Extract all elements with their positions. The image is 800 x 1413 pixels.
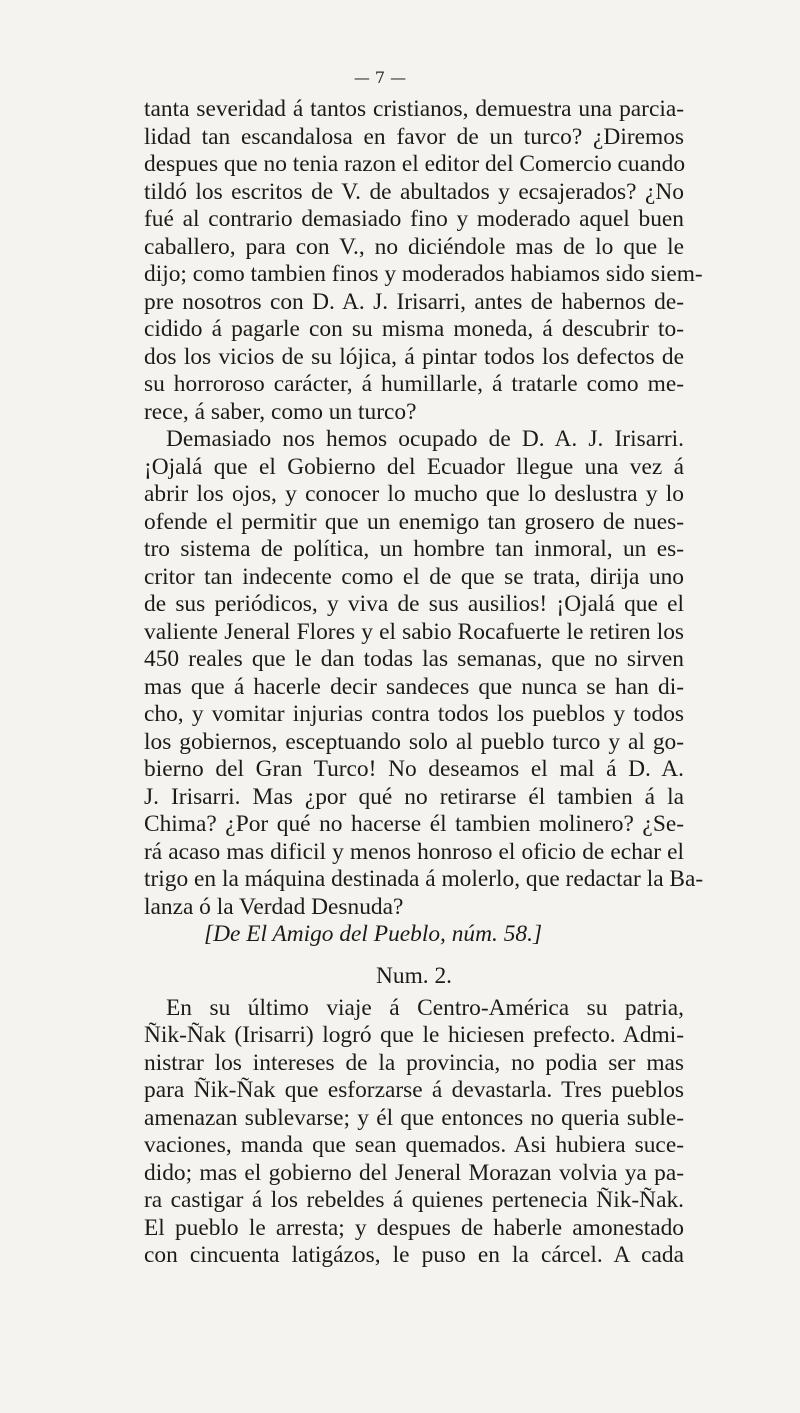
source-citation: [De El Amigo del Pueblo, núm. 58.] <box>204 921 543 947</box>
section-heading: Num. 2. <box>375 962 453 989</box>
text-line: lidad tan escandalosa en favor de un turco? ¿Diremos <box>144 123 684 150</box>
page-number: — 7 — <box>353 68 407 87</box>
text-line: tildó los escritos de V. de abultados y ecsajerados? ¿No <box>144 178 684 205</box>
text-line: dijo; como tambien finos y moderados habiamos sido siem- <box>144 261 703 287</box>
text-line: ofende el permitir que un enemigo tan grosero de nues- <box>144 508 684 535</box>
text-line: rá acaso mas dificil y menos honroso el oficio de echar el <box>144 838 684 865</box>
text-line: En su último viaje á Centro-América su patria, <box>166 994 684 1021</box>
text-line: bierno del Gran Turco! No deseamos el mal á D. A. <box>144 756 684 782</box>
text-line: caballero, para con V., no diciéndole mas de lo que le <box>144 233 684 260</box>
paragraph-1 <box>144 96 703 426</box>
text-line: nistrar los intereses de la provincia, no podia ser mas <box>144 1049 684 1076</box>
page-text <box>144 96 704 1270</box>
text-line: vaciones, manda que sean quemados. Asi hubiera suce- <box>144 1132 684 1158</box>
text-line: valiente Jeneral Flores y el sabio Rocafuerte le retiren los <box>144 618 684 645</box>
text-line: cho, y vomitar injurias contra todos los pueblos y todos <box>144 701 684 727</box>
text-line: pre nosotros con D. A. J. Irisarri, antes de habernos de- <box>144 288 684 315</box>
text-line: ¡Ojalá que el Gobierno del Ecuador llegue una vez á <box>144 453 684 480</box>
text-line: su horroroso carácter, á humillarle, á tratarle como me- <box>144 371 684 397</box>
text-line: dos los vicios de su lójica, á pintar todos los defectos de <box>144 343 684 370</box>
text-line: Chima? ¿Por qué no hacerse él tambien molinero? ¿Se- <box>144 811 684 837</box>
text-line: tanta severidad á tantos cristianos, demuestra una parcia- <box>144 96 684 122</box>
text-line: tro sistema de política, un hombre tan inmoral, un es- <box>144 536 684 562</box>
text-line: rece, á saber, como un turco? <box>144 398 417 425</box>
text-line: El pueblo le arresta; y despues de haberle amonestado <box>144 1214 684 1241</box>
text-line: los gobiernos, esceptuando solo al pueblo turco y al go- <box>144 728 684 755</box>
text-line: despues que no tenia razon el editor del Comercio cuando <box>144 151 686 177</box>
text-line: para Ñik-Ñak que esforzarse á devastarla. Tres pueblos <box>144 1077 684 1103</box>
paragraph-2 <box>144 426 704 921</box>
text-line: trigo en la máquina destinada á molerlo, que redactar la Ba- <box>144 866 704 892</box>
text-line: critor tan indecente como el de que se trata, dirija uno <box>144 563 684 590</box>
text-line: mas que á hacerle decir sandeces que nunca se han di- <box>144 673 684 700</box>
text-line: de sus periódicos, y viva de sus ausilios! ¡Ojalá que el <box>144 591 684 617</box>
text-line: cidido á pagarle con su misma moneda, á descubrir to- <box>144 316 684 342</box>
text-line: dido; mas el gobierno del Jeneral Morazan volvia ya pa- <box>144 1159 684 1186</box>
text-line: Ñik-Ñak (Irisarri) logró que le hiciesen prefecto. Admi- <box>144 1022 684 1048</box>
text-line: lanza ó la Verdad Desnuda? <box>144 893 404 920</box>
text-line: ra castigar á los rebeldes á quienes pertenecia Ñik-Ñak. <box>144 1187 684 1213</box>
paragraph-3 <box>144 995 684 1270</box>
text-line: amenazan sublevarse; y él que entonces no queria suble- <box>144 1104 684 1131</box>
text-line: 450 reales que le dan todas las semanas, que no sirven <box>144 646 684 672</box>
text-line: J. Irisarri. Mas ¿por qué no retirarse él tambien á la <box>144 783 684 810</box>
text-line: con cincuenta latigázos, le puso en la cárcel. A cada <box>144 1242 684 1268</box>
text-line: Demasiado nos hemos ocupado de D. A. J. Irisarri. <box>166 426 684 452</box>
text-line: abrir los ojos, y conocer lo mucho que lo deslustra y lo <box>144 481 684 507</box>
text-line: fué al contrario demasiado fino y moderado aquel buen <box>144 206 684 232</box>
